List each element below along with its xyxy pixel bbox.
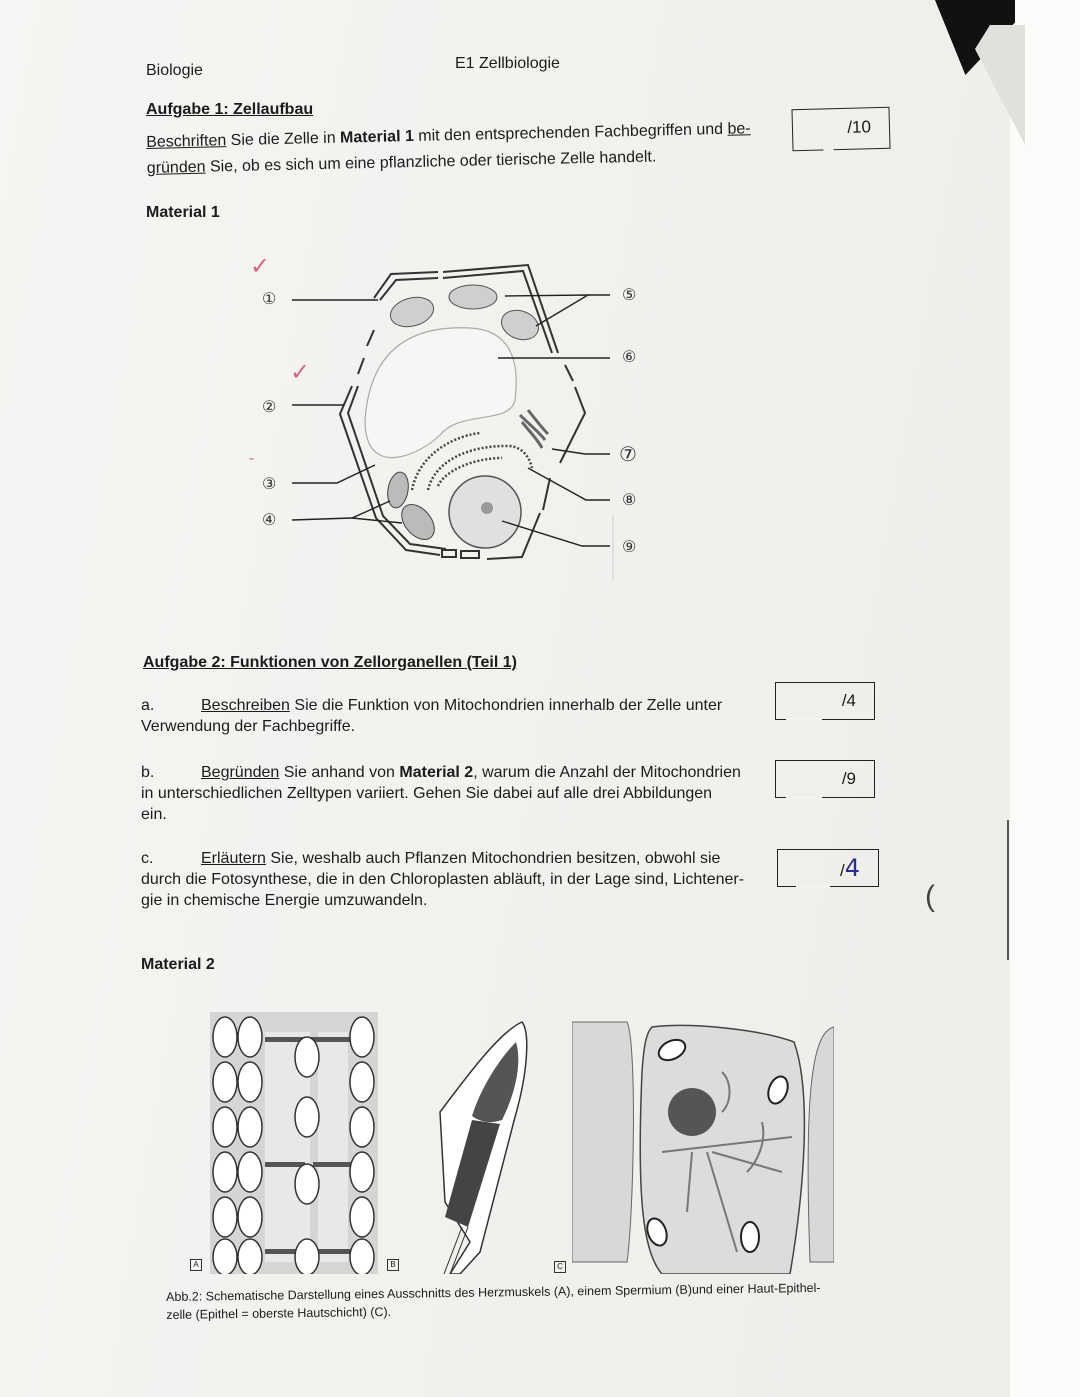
check-mark-2: ✓ (290, 359, 311, 386)
caption-line-2: zelle (Epithel = oberste Hautschicht) (C). (166, 1304, 392, 1322)
task2b-text: in unterschiedlichen Zelltypen variiert. Gehen Sie dabei auf alle drei Abbildungen (141, 785, 713, 802)
material-ref: Material 1 (339, 127, 415, 147)
task2b-text: ein. (141, 806, 167, 823)
task2a-score: /4 (841, 691, 856, 710)
task2c-text: Sie, weshalb auch Pflanzen Mitochondrien besitzen, obwohl sie (265, 850, 721, 867)
task1-text: Sie, ob es sich um eine pflanzliche oder tierische Zelle handelt. (205, 148, 657, 176)
task2a-score-box (775, 682, 875, 720)
task2c (141, 848, 744, 911)
task1-text: mit den entsprechenden Fachbegriffen und (413, 120, 728, 145)
task2a-text: Sie die Funktion von Mitochondrien innerhalb der Zelle unter (289, 697, 723, 714)
material2-title: Material 2 (141, 956, 215, 973)
task2b-text: Sie anhand von (279, 764, 400, 781)
figure-tag-a: A (190, 1259, 202, 1271)
label-1: ① (262, 291, 277, 308)
verb-begruenden: be- (727, 120, 751, 138)
label-9: ⑨ (622, 539, 637, 556)
task2c-text: durch die Fotosynthese, die in den Chloroplasten abläuft, in der Lage sind, Lichtener- (141, 871, 745, 888)
figure-tag-b: B (387, 1259, 399, 1271)
verb-beschriften: Beschriften (146, 132, 227, 151)
margin-mark: ( (925, 880, 935, 913)
task2c-handwritten-score: 4 (844, 854, 860, 882)
heart-muscle-figure (210, 1012, 378, 1274)
cell-diagram (240, 250, 660, 580)
task1-title: Aufgabe 1: Zellaufbau (146, 101, 314, 118)
dash-mark-3: ‐ (249, 450, 255, 467)
label-3: ③ (262, 476, 277, 493)
task2b (141, 762, 741, 825)
label-2: ② (262, 399, 277, 416)
page-edge (1007, 820, 1009, 960)
task2b-text: , warum die Anzahl der Mitochondrien (473, 764, 741, 781)
check-mark-1: ✓ (250, 253, 271, 280)
task2c-text: gie in chemische Energie umzuwandeln. (141, 892, 428, 909)
task2b-score-box (775, 760, 875, 798)
label-8: ⑧ (622, 492, 637, 509)
item-letter: c. (141, 850, 154, 867)
verb-begruenden: Begründen (201, 764, 280, 781)
caption-line-1: Abb.2: Schematische Darstellung eines Ausschnitts des Herzmuskels (A), einem Spermium (B)und einer Haut-Epithel- (166, 1280, 821, 1304)
material1-title: Material 1 (146, 204, 220, 221)
label-7: ⑦ (619, 444, 637, 466)
sperm-figure (410, 1012, 550, 1274)
verb-begruenden: gründen (146, 158, 206, 177)
task1-score-box (791, 107, 890, 152)
figure-tag-c: C (554, 1261, 566, 1273)
item-letter: a. (141, 697, 155, 714)
epithelial-cell-figure (572, 1012, 834, 1274)
task2-title: Aufgabe 2: Funktionen von Zellorganellen (Teil 1) (143, 654, 517, 671)
task2a-text: Verwendung der Fachbegriffe. (141, 718, 356, 735)
task2c-score-prefix: / (839, 861, 845, 880)
task1-score: /10 (847, 117, 872, 137)
subject-label: Biologie (146, 62, 203, 79)
task1-text: Sie die Zelle in (226, 129, 341, 150)
background-strip (1010, 0, 1080, 1397)
task2a (141, 695, 722, 737)
task2c-score-box (777, 849, 879, 887)
material-ref: Material 2 (399, 764, 474, 781)
label-4: ④ (262, 512, 277, 529)
label-5: ⑤ (622, 287, 637, 304)
verb-beschreiben: Beschreiben (201, 697, 290, 714)
task2b-score: /9 (841, 769, 856, 788)
label-6: ⑥ (622, 349, 637, 366)
unit-label: E1 Zellbiologie (455, 55, 560, 72)
verb-erlaeutern: Erläutern (201, 850, 266, 867)
item-letter: b. (141, 764, 155, 781)
